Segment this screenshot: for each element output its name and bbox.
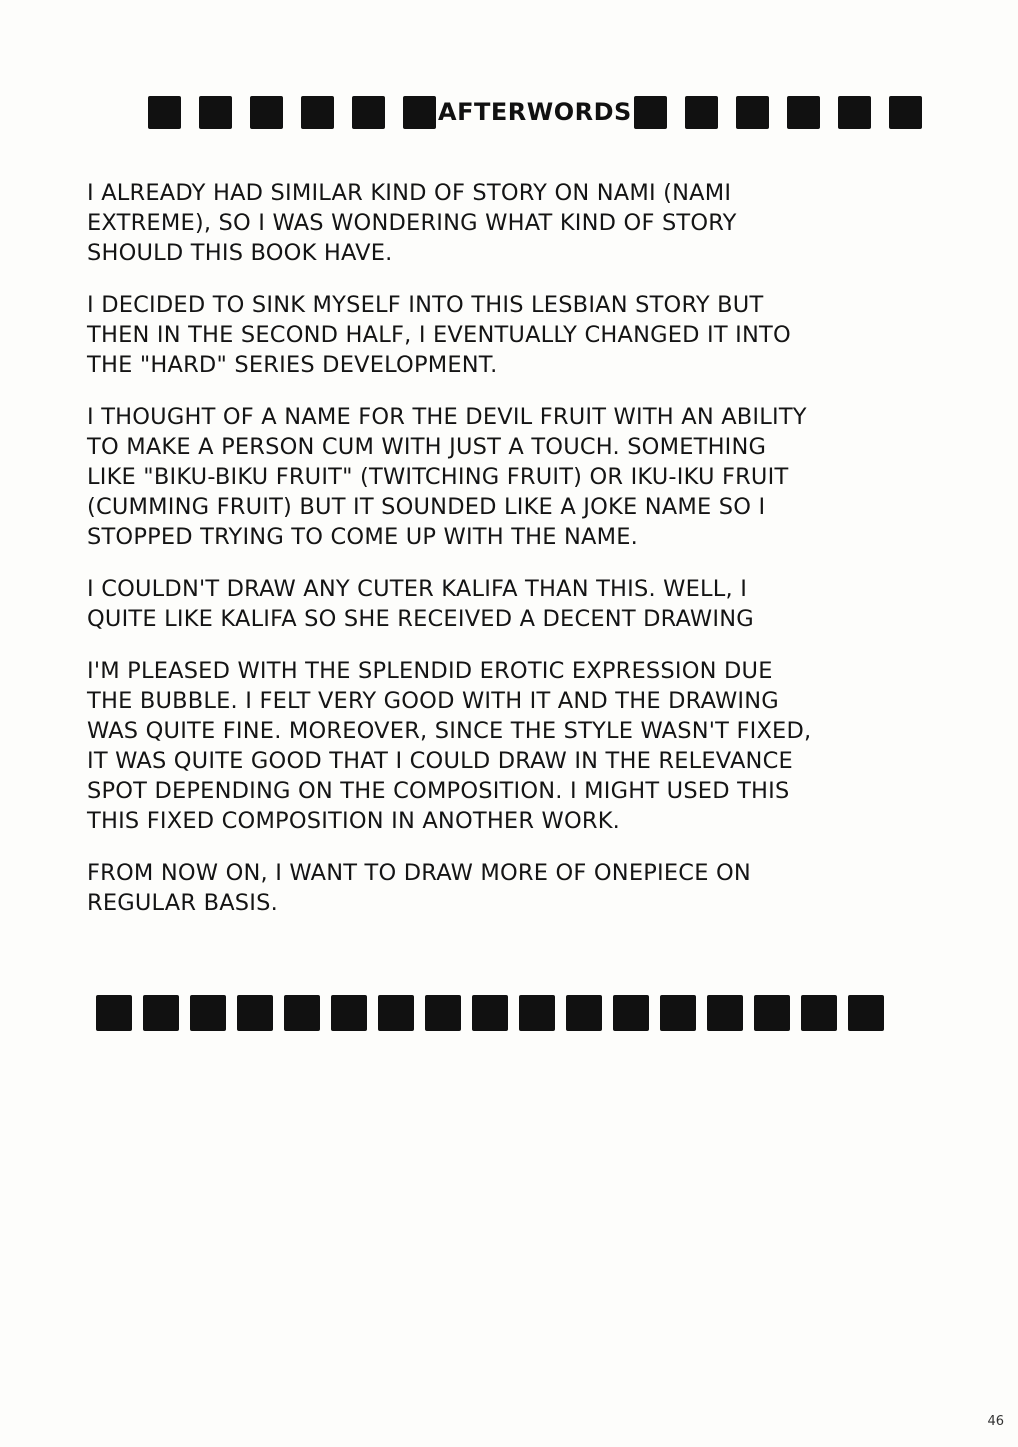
paragraph — [87, 178, 857, 268]
decorative-block — [754, 995, 790, 1031]
afterwords-body — [87, 178, 857, 940]
decorative-block — [199, 96, 232, 129]
decorative-block — [378, 995, 414, 1031]
text-line: STOPPED TRYING TO COME UP WITH THE NAME. — [87, 524, 639, 550]
text-line: SHOULD THIS BOOK HAVE. — [87, 240, 393, 266]
decorative-block — [425, 995, 461, 1031]
text-line: I THOUGHT OF A NAME FOR THE DEVIL FRUIT WITH AN ABILITY — [87, 404, 807, 430]
text-line: FROM NOW ON, I WANT TO DRAW MORE OF ONEPIECE ON — [87, 860, 751, 886]
decorative-block — [707, 995, 743, 1031]
text-line: SPOT DEPENDING ON THE COMPOSITION. I MIGHT USED THIS — [87, 778, 790, 804]
decorative-block — [237, 995, 273, 1031]
paragraph — [87, 402, 857, 552]
decorative-block — [736, 96, 769, 129]
decorative-block — [148, 96, 181, 129]
text-line: TO MAKE A PERSON CUM WITH JUST A TOUCH. SOMETHING — [87, 434, 767, 460]
footer-banner — [96, 993, 902, 1033]
decorative-block — [301, 96, 334, 129]
decorative-block — [838, 96, 871, 129]
decorative-block — [848, 995, 884, 1031]
decorative-block — [472, 995, 508, 1031]
paragraph — [87, 858, 857, 918]
text-line: THIS FIXED COMPOSITION IN ANOTHER WORK. — [87, 808, 621, 834]
decorative-block — [190, 995, 226, 1031]
paragraph — [87, 290, 857, 380]
decorative-block — [143, 995, 179, 1031]
decorative-block — [685, 96, 718, 129]
decorative-block — [331, 995, 367, 1031]
text-line: (CUMMING FRUIT) BUT IT SOUNDED LIKE A JOKE NAME SO I — [87, 494, 766, 520]
decorative-block — [889, 96, 922, 129]
decorative-block — [284, 995, 320, 1031]
paragraph — [87, 656, 857, 836]
page-number: 46 — [987, 1414, 1004, 1429]
decorative-block — [352, 96, 385, 129]
decorative-block — [519, 995, 555, 1031]
text-line: THE BUBBLE. I FELT VERY GOOD WITH IT AND THE DRAWING — [87, 688, 779, 714]
paragraph — [87, 574, 857, 634]
decorative-block — [634, 96, 667, 129]
decorative-block — [566, 995, 602, 1031]
text-line: REGULAR BASIS. — [87, 890, 278, 916]
title-banner — [148, 94, 900, 130]
text-line: THE "HARD" SERIES DEVELOPMENT. — [87, 352, 498, 378]
decorative-block — [403, 96, 436, 129]
decorative-block — [787, 96, 820, 129]
text-line: THEN IN THE SECOND HALF, I EVENTUALLY CHANGED IT INTO — [87, 322, 791, 348]
text-line: I ALREADY HAD SIMILAR KIND OF STORY ON NAMI (NAMI — [87, 180, 732, 206]
decorative-block — [660, 995, 696, 1031]
text-line: I'M PLEASED WITH THE SPLENDID EROTIC EXPRESSION DUE — [87, 658, 773, 684]
text-line: LIKE "BIKU-BIKU FRUIT" (TWITCHING FRUIT) OR IKU-IKU FRUIT — [87, 464, 789, 490]
text-line: I DECIDED TO SINK MYSELF INTO THIS LESBIAN STORY BUT — [87, 292, 764, 318]
decorative-block — [613, 995, 649, 1031]
decorative-block — [801, 995, 837, 1031]
text-line: EXTREME), SO I WAS WONDERING WHAT KIND OF STORY — [87, 210, 737, 236]
text-line: IT WAS QUITE GOOD THAT I COULD DRAW IN THE RELEVANCE — [87, 748, 793, 774]
decorative-block — [250, 96, 283, 129]
decorative-block — [96, 995, 132, 1031]
text-line: QUITE LIKE KALIFA SO SHE RECEIVED A DECENT DRAWING — [87, 606, 754, 632]
text-line: I COULDN'T DRAW ANY CUTER KALIFA THAN THIS. WELL, I — [87, 576, 748, 602]
page-title: AFTERWORDS — [438, 97, 632, 126]
text-line: WAS QUITE FINE. MOREOVER, SINCE THE STYLE WASN'T FIXED, — [87, 718, 812, 744]
